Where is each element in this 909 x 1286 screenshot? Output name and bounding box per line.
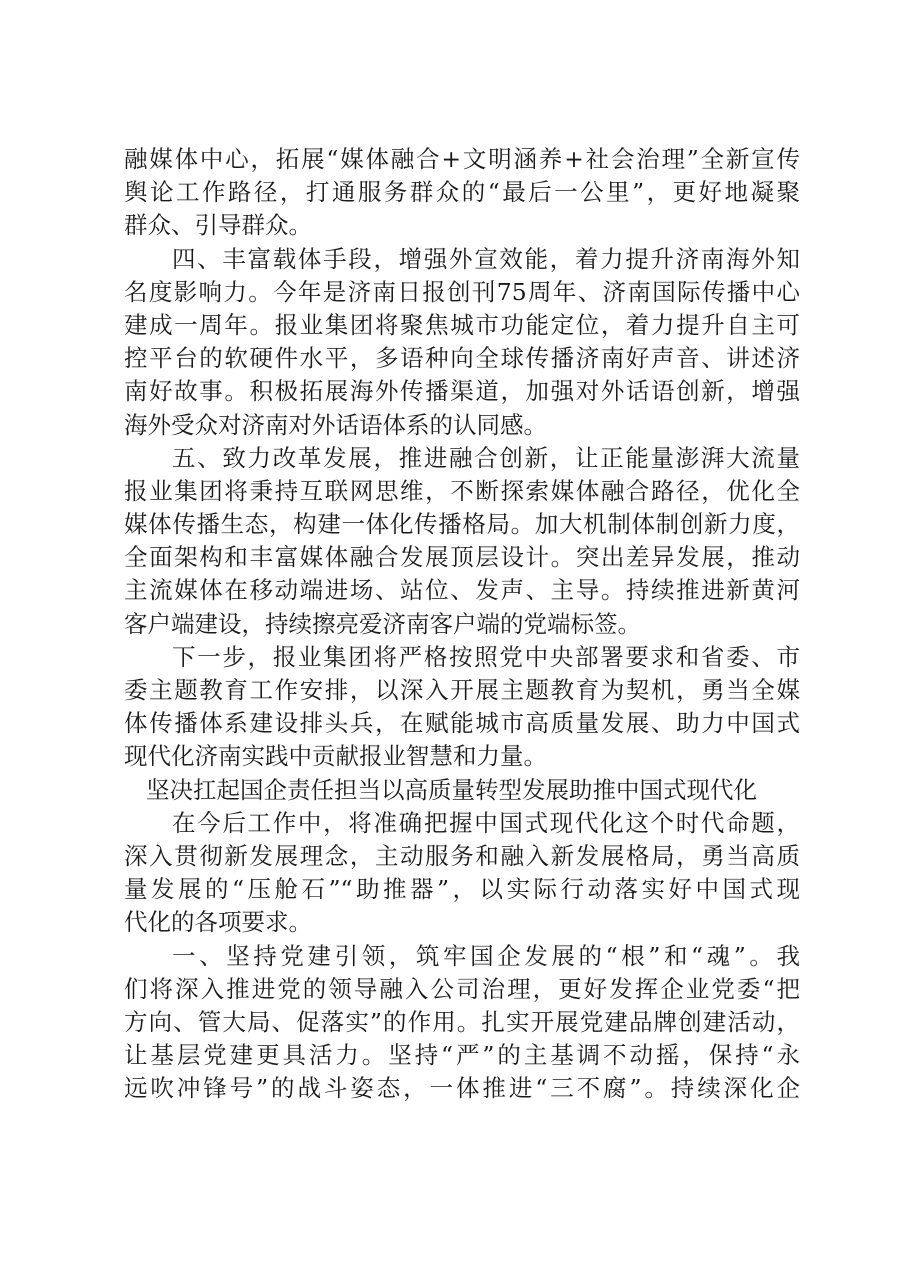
paragraph-first-line: 在今后工作中，将准确把握中国式现代化这个时代命题， xyxy=(172,808,800,837)
text-line: 主流媒体在移动端进场、站位、发声、主导。持续推进新黄河 xyxy=(124,576,800,605)
text-line: 全面架构和丰富媒体融合发展顶层设计。突出差异发展，推动 xyxy=(124,543,800,572)
text-line: 融媒体中心，拓展“媒体融合+文明涵养+社会治理”全新宣传 xyxy=(124,145,800,173)
text-line: 让基层党建更具活力。坚持“严”的主基调不动摇，保持“永 xyxy=(124,1041,800,1070)
text-line: 名度影响力。今年是济南日报创刊75周年、济南国际传播中心 xyxy=(124,277,800,306)
text-line: 体传播体系建设排头兵，在赋能城市高质量发展、助力中国式 xyxy=(124,709,800,738)
text-line: 们将深入推进党的领导融入公司治理，更好发挥企业党委“把 xyxy=(124,974,800,1003)
text-line: 报业集团将秉持互联网思维，不断探索媒体融合路径，优化全 xyxy=(124,476,800,505)
text-line: 方向、管大局、促落实”的作用。扎实开展党建品牌创建活动， xyxy=(124,1007,800,1036)
text-line: 控平台的软硬件水平，多语种向全球传播济南好声音、讲述济 xyxy=(124,344,800,373)
text-line: 群众、引导群众。 xyxy=(124,211,312,240)
text-line: 媒体传播生态，构建一体化传播格局。加大机制体制创新力度， xyxy=(124,510,800,539)
text-line: 量发展的“压舱石”“助推器”，以实际行动落实好中国式现 xyxy=(124,875,800,904)
text-line: 代化的各项要求。 xyxy=(124,908,312,937)
text-line: 舆论工作路径，打通服务群众的“最后一公里”，更好地凝聚 xyxy=(124,178,800,207)
text-line: 深入贯彻新发展理念，主动服务和融入新发展格局，勇当高质 xyxy=(124,841,800,870)
document-body xyxy=(124,143,800,1105)
paragraph-first-line: 一、坚持党建引领，筑牢国企发展的“根”和“魂”。我 xyxy=(172,941,800,970)
text-line: 客户端建设，持续擦亮爱济南客户端的党端标签。 xyxy=(124,609,641,638)
paragraph-first-line: 下一步，报业集团将严格按照党中央部署要求和省委、市 xyxy=(172,642,800,671)
text-line: 海外受众对济南对外话语体系的认同感。 xyxy=(124,410,547,439)
text-line: 建成一周年。报业集团将聚焦城市功能定位，着力提升自主可 xyxy=(124,310,800,339)
text-line: 委主题教育工作安排，以深入开展主题教育为契机，勇当全媒 xyxy=(124,676,800,704)
section-heading: 坚决扛起国企责任担当以高质量转型发展助推中国式现代化 xyxy=(146,775,757,804)
text-line: 南好故事。积极拓展海外传播渠道，加强对外话语创新，增强 xyxy=(124,377,800,406)
paragraph-first-line: 四、丰富载体手段，增强外宣效能，着力提升济南海外知 xyxy=(172,244,800,273)
paragraph-first-line: 五、致力改革发展，推进融合创新，让正能量澎湃大流量 xyxy=(172,443,800,472)
text-line: 现代化济南实践中贡献报业智慧和力量。 xyxy=(124,742,547,771)
text-line: 远吹冲锋号”的战斗姿态，一体推进“三不腐”。持续深化企 xyxy=(124,1074,800,1103)
